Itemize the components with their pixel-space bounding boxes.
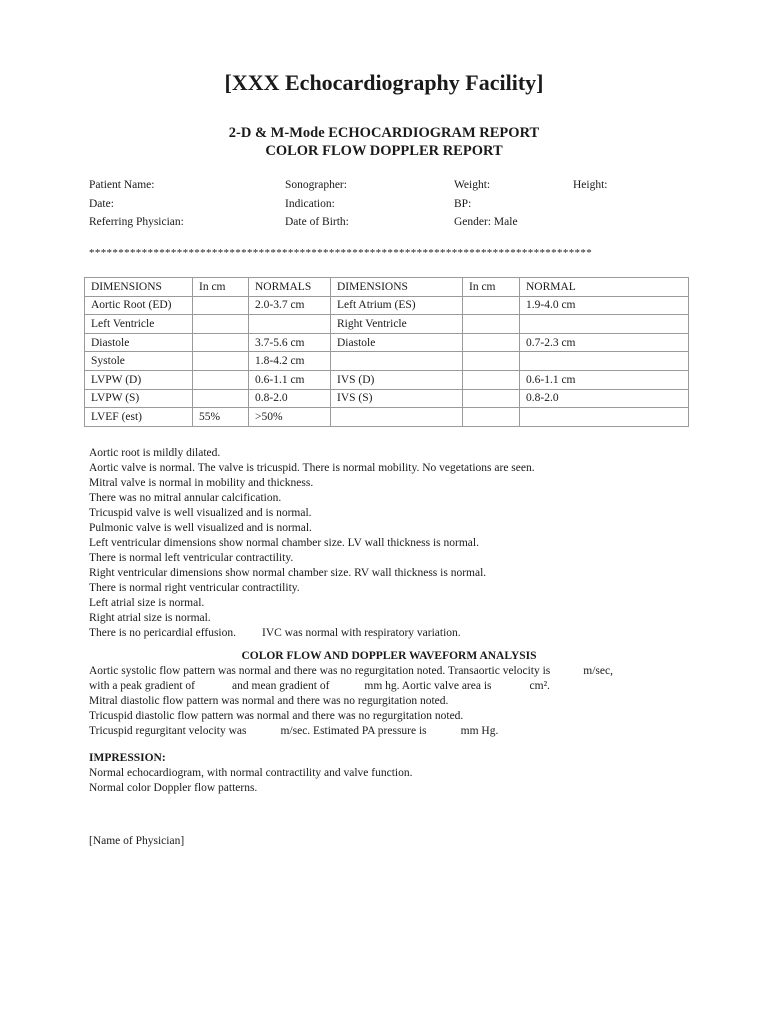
report-title-2: COLOR FLOW DOPPLER REPORT <box>265 143 503 159</box>
table-cell <box>463 389 520 408</box>
finding-line: Left atrial size is normal. <box>89 597 205 609</box>
doppler-line <box>89 664 689 679</box>
finding-line: Tricuspid valve is well visualized and is normal. <box>89 507 312 519</box>
table-header-cell: NORMALS <box>249 278 331 297</box>
table-cell: Right Ventricle <box>331 315 463 334</box>
table-cell <box>193 315 249 334</box>
table-header-cell: NORMAL <box>520 278 689 297</box>
finding-line: Mitral valve is normal in mobility and thickness. <box>89 477 314 489</box>
table-cell <box>463 315 520 334</box>
table-cell <box>331 408 463 427</box>
patient-name-label: Patient Name: <box>89 179 155 191</box>
doppler-line: Tricuspid diastolic flow pattern was normal and there was no regurgitation noted. <box>89 710 464 722</box>
table-cell: LVPW (D) <box>85 370 193 389</box>
table-row <box>85 370 689 389</box>
table-cell <box>331 352 463 371</box>
table-cell: 1.8-4.2 cm <box>249 352 331 371</box>
patient-info-block <box>89 179 689 235</box>
sonographer-label: Sonographer: <box>285 179 347 191</box>
table-row <box>85 296 689 315</box>
doppler-text: m/sec. Estimated PA pressure is <box>280 725 427 737</box>
finding-line: There was no mitral annular calcification. <box>89 492 282 504</box>
finding-line: Pulmonic valve is well visualized and is normal. <box>89 522 312 534</box>
table-cell: 1.9-4.0 cm <box>520 296 689 315</box>
doppler-text: Tricuspid regurgitant velocity was <box>89 725 247 737</box>
doppler-line <box>89 679 689 694</box>
patient-info-row <box>89 198 689 217</box>
table-row <box>85 315 689 334</box>
table-header-cell: DIMENSIONS <box>331 278 463 297</box>
dimensions-table <box>84 277 689 427</box>
effusion-text: There is no pericardial effusion. <box>89 627 236 639</box>
table-cell <box>463 352 520 371</box>
doppler-text: cm². <box>529 680 550 692</box>
table-cell <box>463 408 520 427</box>
separator-line: ************************************************************************************** <box>89 247 593 259</box>
table-header-row <box>85 278 689 297</box>
table-cell: IVS (S) <box>331 389 463 408</box>
table-cell: Systole <box>85 352 193 371</box>
patient-info-row <box>89 216 689 235</box>
doppler-text: m/sec, <box>583 665 613 677</box>
table-cell: Left Ventricle <box>85 315 193 334</box>
weight-label: Weight: <box>454 179 491 191</box>
table-cell <box>249 315 331 334</box>
table-cell <box>193 352 249 371</box>
finding-line: Aortic root is mildly dilated. <box>89 447 221 459</box>
table-cell: 0.8-2.0 <box>249 389 331 408</box>
finding-line: Right ventricular dimensions show normal chamber size. RV wall thickness is normal. <box>89 567 487 579</box>
table-cell: 3.7-5.6 cm <box>249 333 331 352</box>
physician-name: [Name of Physician] <box>89 835 185 847</box>
table-cell: Diastole <box>85 333 193 352</box>
ivc-text: IVC was normal with respiratory variation. <box>262 627 461 639</box>
impression-line: Normal color Doppler flow patterns. <box>89 782 258 794</box>
table-cell: Diastole <box>331 333 463 352</box>
report-title-1: 2-D & M-Mode ECHOCARDIOGRAM REPORT <box>228 125 540 141</box>
finding-line: Aortic valve is normal. The valve is tricuspid. There is normal mobility. No vegetations are seen. <box>89 462 535 474</box>
finding-line: There is normal left ventricular contractility. <box>89 552 294 564</box>
table-header-cell: In cm <box>463 278 520 297</box>
table-cell: IVS (D) <box>331 370 463 389</box>
facility-title: [XXX Echocardiography Facility] <box>224 70 544 95</box>
table-cell <box>193 296 249 315</box>
doppler-line <box>89 724 689 739</box>
table-cell: Aortic Root (ED) <box>85 296 193 315</box>
doppler-text: and mean gradient of <box>232 680 330 692</box>
table-header-cell: DIMENSIONS <box>85 278 193 297</box>
impression-heading: IMPRESSION: <box>89 752 166 764</box>
table-cell <box>520 315 689 334</box>
table-cell <box>463 333 520 352</box>
doppler-text: Aortic systolic flow pattern was normal and there was no regurgitation noted. Transaortic velocity is <box>89 665 551 677</box>
finding-line: Right atrial size is normal. <box>89 612 211 624</box>
table-row <box>85 389 689 408</box>
doppler-text: mm hg. Aortic valve area is <box>364 680 492 692</box>
table-header-cell: In cm <box>193 278 249 297</box>
effusion-line <box>89 626 689 641</box>
impression-line: Normal echocardiogram, with normal contractility and valve function. <box>89 767 413 779</box>
table-cell <box>193 370 249 389</box>
table-cell: LVEF (est) <box>85 408 193 427</box>
doppler-text: with a peak gradient of <box>89 680 196 692</box>
doppler-heading: COLOR FLOW AND DOPPLER WAVEFORM ANALYSIS <box>241 650 537 662</box>
table-cell: LVPW (S) <box>85 389 193 408</box>
date-label: Date: <box>89 197 114 210</box>
table-cell <box>463 370 520 389</box>
report-body <box>89 446 689 849</box>
doppler-text: mm Hg. <box>460 725 499 737</box>
doppler-line: Mitral diastolic flow pattern was normal and there was no regurgitation noted. <box>89 695 449 707</box>
gender-label: Gender: Male <box>454 216 518 228</box>
table-cell: 2.0-3.7 cm <box>249 296 331 315</box>
finding-line: There is normal right ventricular contractility. <box>89 582 300 594</box>
finding-line: Left ventricular dimensions show normal chamber size. LV wall thickness is normal. <box>89 537 479 549</box>
table-cell <box>193 333 249 352</box>
table-cell: Left Atrium (ES) <box>331 296 463 315</box>
table-cell <box>463 296 520 315</box>
table-cell: 0.6-1.1 cm <box>249 370 331 389</box>
table-cell: >50% <box>249 408 331 427</box>
indication-label: Indication: <box>285 197 335 210</box>
table-cell: 55% <box>193 408 249 427</box>
date-of-birth-label: Date of Birth: <box>285 216 349 228</box>
table-row <box>85 333 689 352</box>
table-row <box>85 408 689 427</box>
findings-list <box>89 446 689 626</box>
table-cell <box>520 408 689 427</box>
patient-info-row <box>89 179 689 198</box>
table-row <box>85 352 689 371</box>
table-cell: 0.6-1.1 cm <box>520 370 689 389</box>
table-cell <box>193 389 249 408</box>
table-cell <box>520 352 689 371</box>
table-cell: 0.7-2.3 cm <box>520 333 689 352</box>
height-label: Height: <box>573 179 608 191</box>
bp-label: BP: <box>454 197 472 210</box>
table-cell: 0.8-2.0 <box>520 389 689 408</box>
referring-physician-label: Referring Physician: <box>89 216 184 228</box>
